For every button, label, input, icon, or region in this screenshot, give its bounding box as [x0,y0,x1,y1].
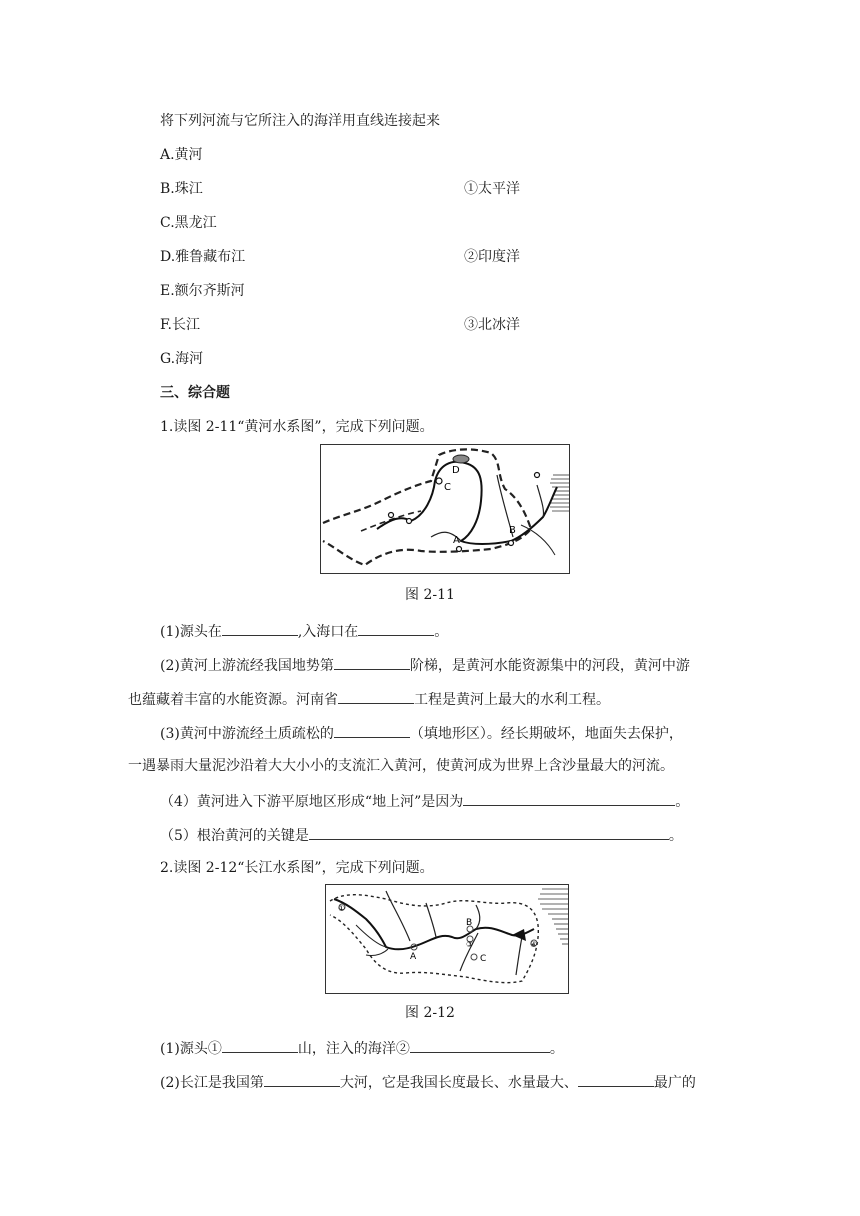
q1-part2-cont [128,688,610,710]
q1-part2-text: 阶梯，是黄河水能资源集中的河段，黄河中游 [409,658,690,674]
lake [512,929,526,941]
yangtze-river-map-drawing [326,885,568,993]
answer-blank[interactable] [463,790,675,806]
q1-part1 [160,620,448,642]
q1-part4-text: （4）黄河进入下游平原地区形成“地上河”是因为 [160,794,464,810]
tributary [521,525,555,555]
sea-hatch [549,475,569,511]
river-f: F.长江 [160,317,200,333]
answer-blank[interactable] [309,824,669,840]
q1-part3 [160,722,683,744]
ocean-arctic: ③北冰洋 [464,317,520,333]
river-e: E.额尔齐斯河 [160,283,245,299]
answer-blank[interactable] [338,688,414,704]
q1-part5-text: 。 [668,828,683,844]
q2-part2-text: 大河，它是我国长度最长、水量最大、 [339,1075,578,1091]
map-label-four: ④ [530,940,538,949]
tributary [356,925,386,947]
city-markers [339,904,537,960]
ocean-pacific: ①太平洋 [464,181,520,197]
map-label-d: D [452,465,460,476]
q1-part4-text: 。 [675,794,690,810]
river-g: G.海河 [160,351,204,367]
q1-part2-text: 工程是黄河上最大的水利工程。 [414,692,610,708]
map-label-a: A [453,535,460,546]
river-c: C.黑龙江 [160,215,217,231]
q2-part2-text: (2)长江是我国第 [160,1075,264,1091]
figure-caption-2-12: 图 2-12 [405,1005,455,1021]
q1-part2 [160,654,690,676]
q1-part5 [160,824,683,846]
q2-part1-text: (1)源头① [160,1041,222,1057]
river-d: D.雅鲁藏布江 [160,249,246,265]
q1-part3-cont: 一遇暴雨大量泥沙沿着大大小小的支流汇入黄河，使黄河成为世界上含沙量最大的河流。 [128,758,674,774]
q2-stem: 2.读图 2-12“长江水系图”，完成下列问题。 [160,860,434,876]
answer-blank[interactable] [578,1071,654,1087]
tributary [516,937,522,975]
map-label-b: B [509,525,516,536]
answer-blank[interactable] [334,654,410,670]
answer-blank[interactable] [358,620,434,636]
q1-part5-text: （5）根治黄河的关键是 [160,828,309,844]
q1-part2-text: 也蕴藏着丰富的水能资源。河南省 [128,692,338,708]
figure-caption-2-11: 图 2-11 [405,587,455,603]
section-title: 三、综合题 [160,385,230,401]
yellow-river-map [320,444,570,574]
tributary [366,949,388,956]
lake [453,455,469,463]
q2-part1 [160,1037,564,1059]
q1-part1-text: 。 [434,624,449,640]
sea-hatch [538,889,568,944]
river-a: A.黄河 [160,147,203,163]
tributary [537,485,544,517]
instruction: 将下列河流与它所注入的海洋用直线连接起来 [160,113,440,129]
map-label-a: A [410,952,417,962]
river-b: B.珠江 [160,181,203,197]
q1-part3-text: （填地形区）。经长期破坏，地面失去保护， [409,726,683,742]
answer-blank[interactable] [222,1037,298,1053]
tributary [426,903,436,937]
yangtze-main [334,899,534,949]
map-label-c: C [480,954,487,964]
q2-part2 [160,1071,696,1093]
answer-blank[interactable] [264,1071,340,1087]
yellow-river-map-drawing [321,445,569,573]
q2-part1-text: 山，注入的海洋② [297,1041,410,1057]
tributary [460,933,478,971]
tributary [476,905,480,929]
q1-part2-text: (2)黄河上游流经我国地势第 [160,658,334,674]
answer-blank[interactable] [410,1037,550,1053]
map-label-b: B [466,918,473,928]
q2-part1-text: 。 [549,1041,564,1057]
map-label-three: ③ [466,940,474,949]
q2-part2-text: 最广的 [653,1075,696,1091]
q1-part1-text: ,入海口在 [297,624,359,640]
answer-blank[interactable] [334,722,410,738]
q1-part3-text: (3)黄河中游流经土质疏松的 [160,726,334,742]
tributary [386,891,410,941]
q1-stem: 1.读图 2-11“黄河水系图”，完成下列问题。 [160,419,434,435]
q1-part1-text: (1)源头在 [160,624,222,640]
map-label-c: C [444,482,451,493]
answer-blank[interactable] [222,620,298,636]
map-label-one: ① [338,904,346,913]
yangtze-river-map [325,884,569,994]
q1-part4 [160,790,689,812]
ocean-indian: ②印度洋 [464,249,520,265]
